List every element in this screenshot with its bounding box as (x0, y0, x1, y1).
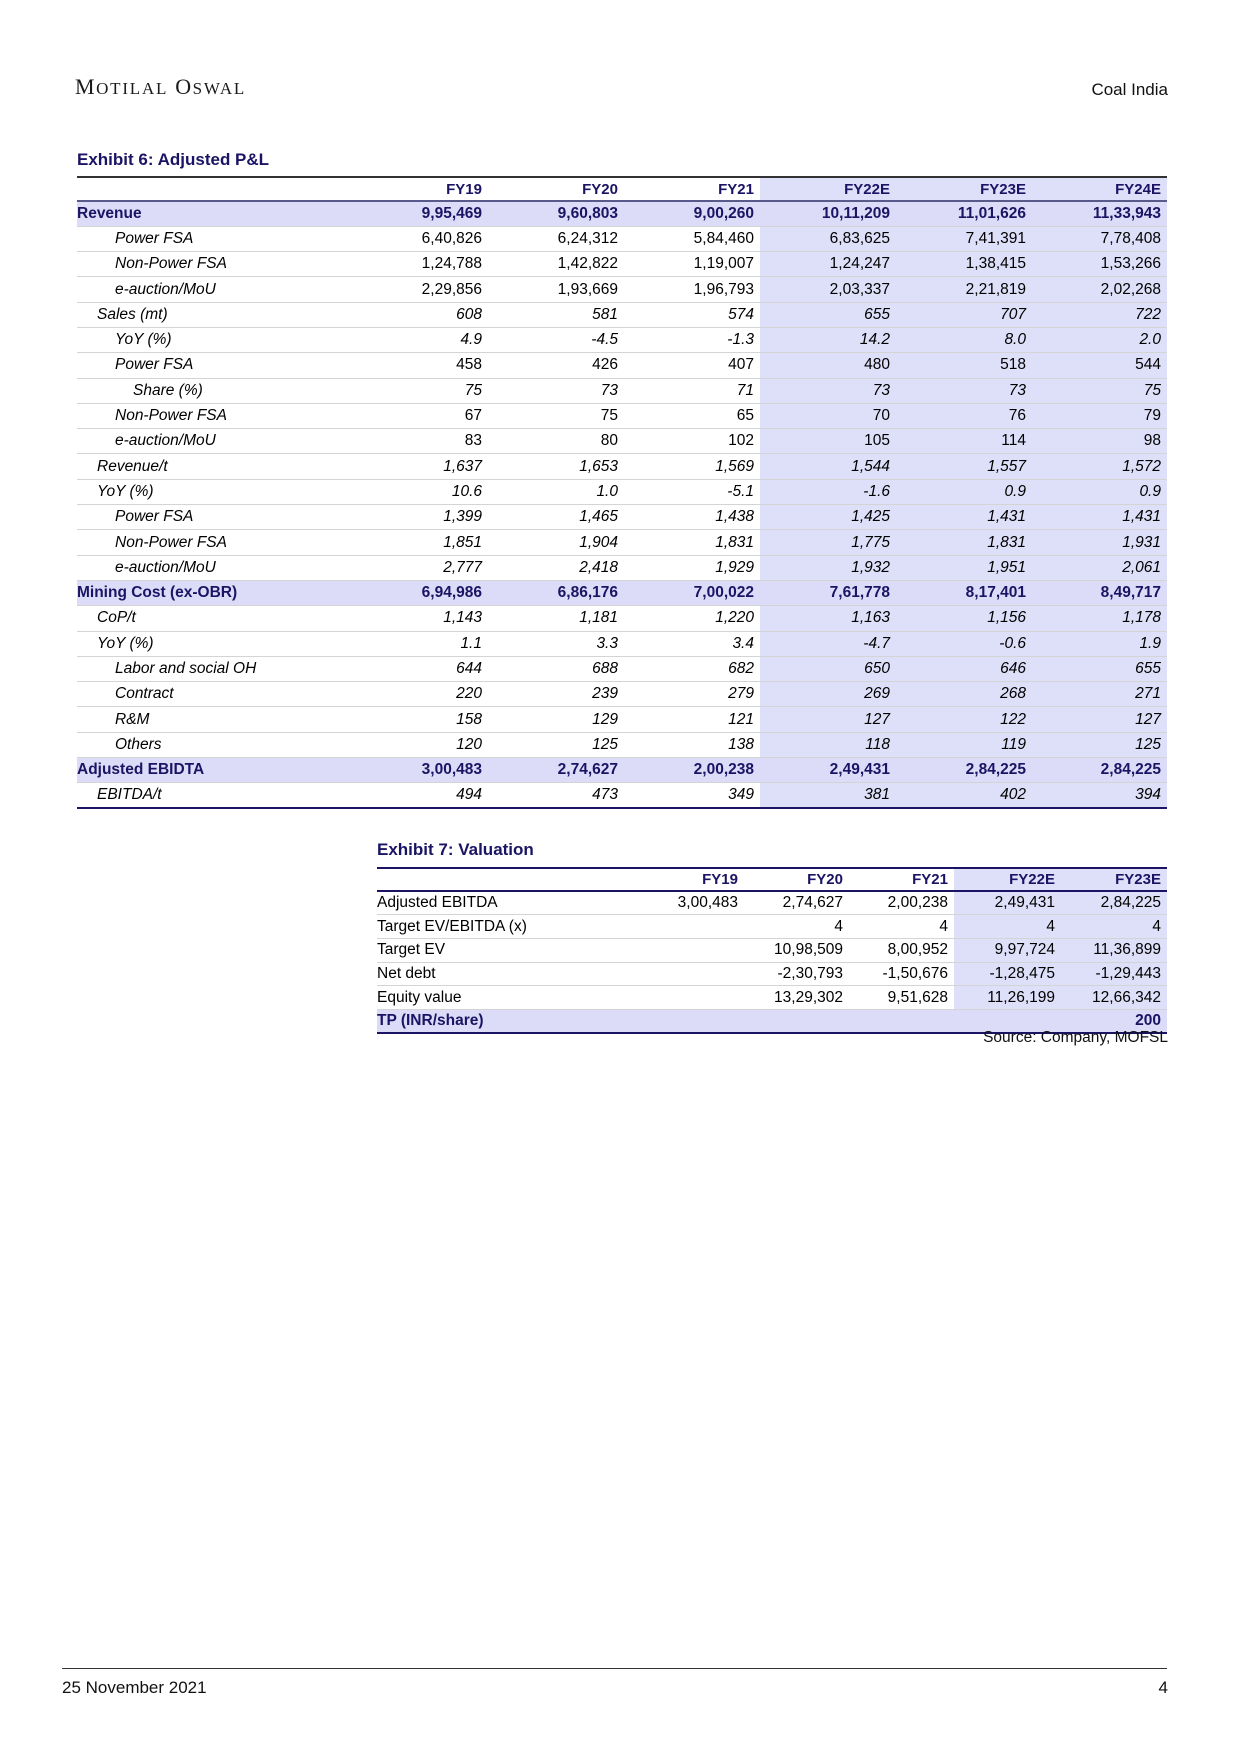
row-label: Non-Power FSA (77, 530, 352, 555)
cell-value: 11,26,199 (954, 986, 1061, 1010)
cell-value: 76 (896, 403, 1032, 428)
cell-value: 402 (896, 783, 1032, 808)
cell-value: 1,93,669 (488, 277, 624, 302)
cell-value: 73 (488, 378, 624, 403)
table-row (77, 201, 1167, 226)
cell-value: 1,143 (352, 606, 488, 631)
cell-value: 1,156 (896, 606, 1032, 631)
column-header-label (377, 868, 633, 891)
row-label: Target EV/EBITDA (x) (377, 915, 633, 939)
cell-value: 1,653 (488, 454, 624, 479)
row-label: EBITDA/t (77, 783, 352, 808)
cell-value: 2,29,856 (352, 277, 488, 302)
row-label: Revenue/t (77, 454, 352, 479)
page-number: 4 (1158, 1678, 1168, 1697)
brand-text: OTILAL (96, 79, 169, 98)
row-label: Power FSA (77, 353, 352, 378)
cell-value: 158 (352, 707, 488, 732)
cell-value: 14.2 (760, 327, 896, 352)
table-row (77, 732, 1167, 757)
table-row (77, 353, 1167, 378)
table-header-row (377, 868, 1167, 891)
cell-value: 9,51,628 (849, 986, 954, 1010)
cell-value: 1,425 (760, 505, 896, 530)
cell-value: 1,851 (352, 530, 488, 555)
cell-value: 2,84,225 (1061, 891, 1167, 915)
cell-value: 75 (352, 378, 488, 403)
table-row (77, 530, 1167, 555)
table-row (77, 327, 1167, 352)
valuation-table (377, 867, 1167, 1034)
column-header: FY22E (954, 868, 1061, 891)
cell-value: 114 (896, 429, 1032, 454)
table-row (77, 505, 1167, 530)
column-header: FY23E (896, 177, 1032, 201)
cell-value: 73 (896, 378, 1032, 403)
cell-value: 75 (1032, 378, 1167, 403)
cell-value: 1,544 (760, 454, 896, 479)
cell-value: 1,24,247 (760, 252, 896, 277)
cell-value: 1,431 (1032, 505, 1167, 530)
cell-value: 10,98,509 (744, 938, 849, 962)
cell-value: 1,431 (896, 505, 1032, 530)
cell-value: 707 (896, 302, 1032, 327)
cell-value: 2,418 (488, 555, 624, 580)
cell-value: 4 (744, 915, 849, 939)
cell-value: 426 (488, 353, 624, 378)
column-header: FY19 (633, 868, 744, 891)
footer-date: 25 November 2021 (62, 1678, 207, 1697)
column-header: FY19 (352, 177, 488, 201)
source-note: Source: Company, MOFSL (983, 1029, 1168, 1046)
cell-value: 8.0 (896, 327, 1032, 352)
cell-value: 2,74,627 (744, 891, 849, 915)
cell-value: 8,49,717 (1032, 580, 1167, 605)
cell-value (633, 938, 744, 962)
cell-value: 544 (1032, 353, 1167, 378)
table-row (77, 403, 1167, 428)
row-label: Mining Cost (ex-OBR) (77, 580, 352, 605)
cell-value: 12,66,342 (1061, 986, 1167, 1010)
column-header-label (77, 177, 352, 201)
cell-value: 121 (624, 707, 760, 732)
table-row (77, 783, 1167, 808)
table-row (77, 302, 1167, 327)
cell-value: 119 (896, 732, 1032, 757)
row-label: YoY (%) (77, 631, 352, 656)
cell-value: 11,33,943 (1032, 201, 1167, 226)
row-label: e-auction/MoU (77, 429, 352, 454)
cell-value: -2,30,793 (744, 962, 849, 986)
table-row (77, 758, 1167, 783)
cell-value: 1,904 (488, 530, 624, 555)
cell-value: 6,24,312 (488, 226, 624, 251)
cell-value: 574 (624, 302, 760, 327)
cell-value: 73 (760, 378, 896, 403)
column-header: FY20 (488, 177, 624, 201)
cell-value: 8,17,401 (896, 580, 1032, 605)
row-label: Non-Power FSA (77, 403, 352, 428)
cell-value: -4.7 (760, 631, 896, 656)
table-row (77, 479, 1167, 504)
cell-value: 1,53,266 (1032, 252, 1167, 277)
cell-value: 2,00,238 (624, 758, 760, 783)
cell-value: 102 (624, 429, 760, 454)
cell-value: 2,03,337 (760, 277, 896, 302)
cell-value: 7,41,391 (896, 226, 1032, 251)
exhibit-6-title: Exhibit 6: Adjusted P&L (77, 150, 270, 169)
cell-value: 65 (624, 403, 760, 428)
cell-value: 2,02,268 (1032, 277, 1167, 302)
table-row (77, 555, 1167, 580)
cell-value: 6,86,176 (488, 580, 624, 605)
cell-value: 279 (624, 682, 760, 707)
row-label: TP (INR/share) (377, 1009, 633, 1033)
cell-value: 655 (760, 302, 896, 327)
cell-value: 1,42,822 (488, 252, 624, 277)
cell-value: 118 (760, 732, 896, 757)
cell-value: 1,220 (624, 606, 760, 631)
table-row (77, 454, 1167, 479)
cell-value: 2,777 (352, 555, 488, 580)
cell-value: 268 (896, 682, 1032, 707)
table-row (77, 277, 1167, 302)
cell-value (849, 1009, 954, 1033)
row-label: Net debt (377, 962, 633, 986)
adjusted-pnl-table (77, 176, 1167, 809)
table-row (77, 682, 1167, 707)
cell-value: 644 (352, 656, 488, 681)
cell-value: 407 (624, 353, 760, 378)
cell-value: 1,929 (624, 555, 760, 580)
cell-value: 120 (352, 732, 488, 757)
cell-value: 127 (1032, 707, 1167, 732)
cell-value: -0.6 (896, 631, 1032, 656)
cell-value: 79 (1032, 403, 1167, 428)
cell-value: 494 (352, 783, 488, 808)
cell-value: 127 (760, 707, 896, 732)
cell-value: 9,60,803 (488, 201, 624, 226)
cell-value: 581 (488, 302, 624, 327)
cell-value: -1.6 (760, 479, 896, 504)
cell-value: -4.5 (488, 327, 624, 352)
row-label: CoP/t (77, 606, 352, 631)
cell-value: 394 (1032, 783, 1167, 808)
cell-value: 11,36,899 (1061, 938, 1167, 962)
table-row (377, 938, 1167, 962)
row-label: R&M (77, 707, 352, 732)
cell-value: 125 (488, 732, 624, 757)
cell-value: 4 (849, 915, 954, 939)
table-row (77, 378, 1167, 403)
table-header-row (77, 177, 1167, 201)
document-title: Coal India (1091, 80, 1168, 99)
cell-value: 98 (1032, 429, 1167, 454)
cell-value: 682 (624, 656, 760, 681)
cell-value: 650 (760, 656, 896, 681)
cell-value: 2,00,238 (849, 891, 954, 915)
cell-value: 5,84,460 (624, 226, 760, 251)
cell-value (744, 1009, 849, 1033)
cell-value: 2,21,819 (896, 277, 1032, 302)
cell-value: 1,932 (760, 555, 896, 580)
cell-value: -1,50,676 (849, 962, 954, 986)
cell-value: -1,29,443 (1061, 962, 1167, 986)
cell-value: 7,78,408 (1032, 226, 1167, 251)
cell-value (633, 962, 744, 986)
row-label: YoY (%) (77, 327, 352, 352)
cell-value: 688 (488, 656, 624, 681)
cell-value: 349 (624, 783, 760, 808)
cell-value: -1,28,475 (954, 962, 1061, 986)
row-label: Contract (77, 682, 352, 707)
cell-value: 75 (488, 403, 624, 428)
cell-value: 1,831 (896, 530, 1032, 555)
cell-value: 138 (624, 732, 760, 757)
table-row (77, 631, 1167, 656)
cell-value: 11,01,626 (896, 201, 1032, 226)
cell-value (633, 915, 744, 939)
table-row (77, 226, 1167, 251)
cell-value: 9,00,260 (624, 201, 760, 226)
cell-value: 3.4 (624, 631, 760, 656)
cell-value: 0.9 (1032, 479, 1167, 504)
row-label: Power FSA (77, 505, 352, 530)
cell-value: 381 (760, 783, 896, 808)
cell-value: 4 (1061, 915, 1167, 939)
table-row (77, 606, 1167, 631)
row-label: Power FSA (77, 226, 352, 251)
cell-value: 220 (352, 682, 488, 707)
brand-letter: O (175, 74, 193, 99)
row-label: Labor and social OH (77, 656, 352, 681)
cell-value: 3,00,483 (633, 891, 744, 915)
cell-value: 83 (352, 429, 488, 454)
cell-value: 608 (352, 302, 488, 327)
cell-value: 105 (760, 429, 896, 454)
cell-value: 1,24,788 (352, 252, 488, 277)
cell-value (633, 986, 744, 1010)
cell-value: 80 (488, 429, 624, 454)
table-row (77, 707, 1167, 732)
cell-value: 2,84,225 (896, 758, 1032, 783)
row-label: Non-Power FSA (77, 252, 352, 277)
cell-value: 480 (760, 353, 896, 378)
cell-value: 4.9 (352, 327, 488, 352)
cell-value: 1,178 (1032, 606, 1167, 631)
cell-value: 2,061 (1032, 555, 1167, 580)
cell-value: 1,931 (1032, 530, 1167, 555)
cell-value: 1,163 (760, 606, 896, 631)
cell-value: 125 (1032, 732, 1167, 757)
table-row (377, 962, 1167, 986)
cell-value: 1.1 (352, 631, 488, 656)
cell-value: 269 (760, 682, 896, 707)
cell-value: 646 (896, 656, 1032, 681)
cell-value: 458 (352, 353, 488, 378)
cell-value: 1,38,415 (896, 252, 1032, 277)
row-label: Adjusted EBITDA (377, 891, 633, 915)
cell-value: 10.6 (352, 479, 488, 504)
row-label: Share (%) (77, 378, 352, 403)
cell-value: 1,775 (760, 530, 896, 555)
cell-value: 473 (488, 783, 624, 808)
cell-value: 2,49,431 (760, 758, 896, 783)
table-row (77, 252, 1167, 277)
cell-value: 129 (488, 707, 624, 732)
cell-value: 70 (760, 403, 896, 428)
cell-value: 3.3 (488, 631, 624, 656)
table-row (77, 580, 1167, 605)
cell-value: 1,465 (488, 505, 624, 530)
cell-value: 1,557 (896, 454, 1032, 479)
cell-value: 2,84,225 (1032, 758, 1167, 783)
cell-value: 9,95,469 (352, 201, 488, 226)
cell-value: 3,00,483 (352, 758, 488, 783)
cell-value: 7,00,022 (624, 580, 760, 605)
cell-value: 8,00,952 (849, 938, 954, 962)
cell-value (633, 1009, 744, 1033)
table-row (377, 986, 1167, 1010)
cell-value: 6,40,826 (352, 226, 488, 251)
table-row (77, 656, 1167, 681)
cell-value: 1,951 (896, 555, 1032, 580)
row-label: Adjusted EBIDTA (77, 758, 352, 783)
cell-value: 722 (1032, 302, 1167, 327)
cell-value: 1,96,793 (624, 277, 760, 302)
row-label: Others (77, 732, 352, 757)
cell-value: 1,181 (488, 606, 624, 631)
exhibit-7-title: Exhibit 7: Valuation (377, 840, 534, 859)
brand-text: SWAL (192, 79, 247, 98)
cell-value: 655 (1032, 656, 1167, 681)
cell-value: 1,19,007 (624, 252, 760, 277)
brand-logo (75, 74, 246, 100)
cell-value: 6,94,986 (352, 580, 488, 605)
cell-value: 9,97,724 (954, 938, 1061, 962)
cell-value: 1,637 (352, 454, 488, 479)
cell-value: 271 (1032, 682, 1167, 707)
cell-value: 1.0 (488, 479, 624, 504)
table-row (377, 891, 1167, 915)
row-label: Sales (mt) (77, 302, 352, 327)
cell-value: -1.3 (624, 327, 760, 352)
cell-value: 2.0 (1032, 327, 1167, 352)
column-header: FY21 (849, 868, 954, 891)
cell-value: 13,29,302 (744, 986, 849, 1010)
table-row (377, 915, 1167, 939)
cell-value: -5.1 (624, 479, 760, 504)
cell-value: 0.9 (896, 479, 1032, 504)
cell-value: 1,438 (624, 505, 760, 530)
cell-value: 71 (624, 378, 760, 403)
cell-value: 10,11,209 (760, 201, 896, 226)
cell-value: 2,74,627 (488, 758, 624, 783)
column-header: FY21 (624, 177, 760, 201)
cell-value: 4 (954, 915, 1061, 939)
cell-value: 1,572 (1032, 454, 1167, 479)
footer-divider (62, 1668, 1167, 1669)
cell-value: 1,569 (624, 454, 760, 479)
column-header: FY20 (744, 868, 849, 891)
row-label: e-auction/MoU (77, 555, 352, 580)
column-header: FY23E (1061, 868, 1167, 891)
column-header: FY24E (1032, 177, 1167, 201)
cell-value: 239 (488, 682, 624, 707)
cell-value: 1,831 (624, 530, 760, 555)
brand-letter: M (75, 74, 97, 99)
cell-value: 122 (896, 707, 1032, 732)
cell-value: 67 (352, 403, 488, 428)
row-label: Equity value (377, 986, 633, 1010)
cell-value: 2,49,431 (954, 891, 1061, 915)
row-label: e-auction/MoU (77, 277, 352, 302)
cell-value: 200 (1061, 1009, 1167, 1033)
row-label: YoY (%) (77, 479, 352, 504)
column-header: FY22E (760, 177, 896, 201)
cell-value: 518 (896, 353, 1032, 378)
row-label: Revenue (77, 201, 352, 226)
table-row (77, 429, 1167, 454)
cell-value: 1,399 (352, 505, 488, 530)
cell-value: 7,61,778 (760, 580, 896, 605)
row-label: Target EV (377, 938, 633, 962)
cell-value: 6,83,625 (760, 226, 896, 251)
cell-value: 1.9 (1032, 631, 1167, 656)
